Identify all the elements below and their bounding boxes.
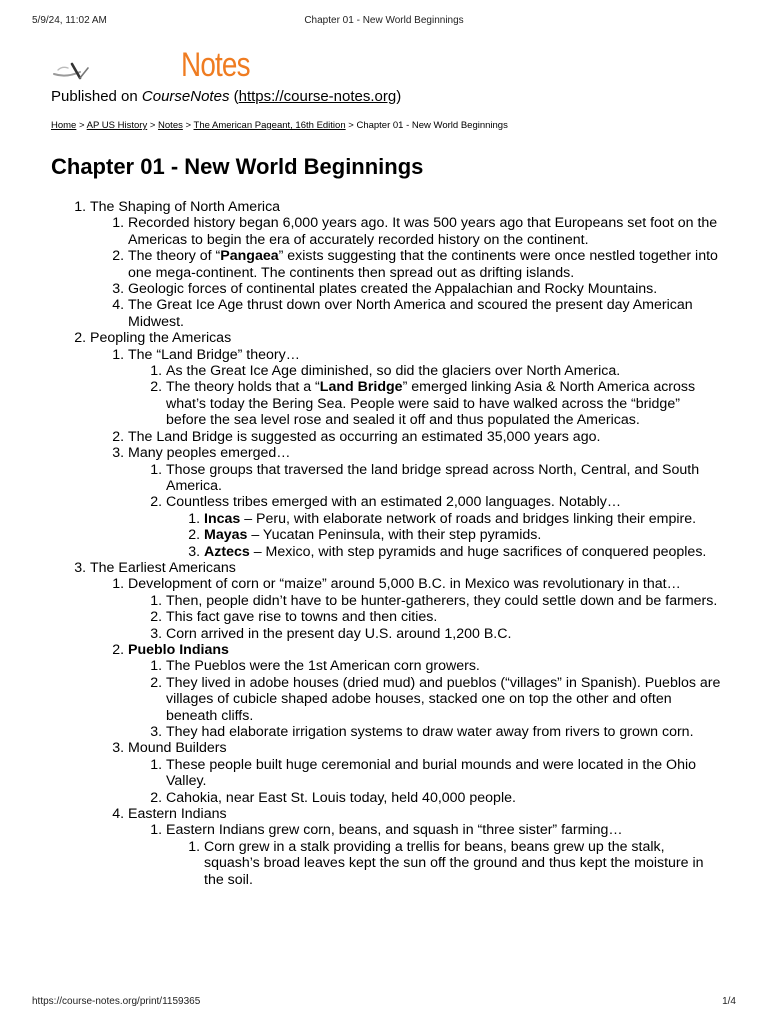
outline-item-level-3 xyxy=(166,379,721,428)
item-text: – Yucatan Peninsula, with their step pyramids. xyxy=(247,527,542,544)
item-text: This fact gave rise to towns and then cities. xyxy=(166,609,438,626)
outline-item-level-3 xyxy=(166,494,721,560)
logo-text: Notes xyxy=(181,46,250,84)
outline-sublist xyxy=(128,658,721,740)
item-text: ” emerged linking Asia & North America across what’s today the Bering Sea. People were said to have walked across the “bridge” before the sea level rose and sealed it off and thus populated the Americas. xyxy=(166,379,696,429)
bold-term: Incas xyxy=(204,510,241,527)
breadcrumb-separator: > xyxy=(182,120,194,131)
published-close-paren: ) xyxy=(396,88,402,105)
item-text: The Pueblos were the 1st American corn growers. xyxy=(166,658,480,675)
outline-item-level-3 xyxy=(166,363,721,379)
outline-item-level-4 xyxy=(204,511,721,527)
item-text: ” exists suggesting that the continents were once nestled together into one mega-continent. The continents then spread out as drifting islands. xyxy=(128,248,718,281)
outline-item-level-2 xyxy=(128,215,721,248)
outline-item-level-3 xyxy=(166,658,721,674)
item-text: Development of corn or “maize” around 5,000 B.C. in Mexico was revolutionary in that… xyxy=(128,576,681,593)
outline-item-level-3 xyxy=(166,675,721,724)
outline-item-level-2 xyxy=(128,297,721,330)
outline-item-level-2 xyxy=(128,445,721,560)
outline-sublist xyxy=(128,363,721,429)
outline-item-level-2 xyxy=(128,347,721,429)
published-site-name: CourseNotes xyxy=(141,88,230,105)
outline-item-level-2 xyxy=(128,642,721,740)
outline-sublist xyxy=(90,215,721,330)
item-text: Cahokia, near East St. Louis today, held 40,000 people. xyxy=(166,789,516,806)
outline-item-level-3 xyxy=(166,462,721,495)
notes-outline xyxy=(51,199,721,888)
bold-term: Pangaea xyxy=(220,248,279,265)
item-text: Then, people didn’t have to be hunter-gatherers, they could settle down and be farmers. xyxy=(166,592,718,609)
item-text: Countless tribes emerged with an estimated 2,000 languages. Notably… xyxy=(166,494,622,511)
outline-sublist xyxy=(166,511,721,560)
breadcrumb xyxy=(51,120,508,131)
outline-item-level-1 xyxy=(90,560,721,888)
bold-term: Pueblo Indians xyxy=(128,641,229,658)
print-page-title: Chapter 01 - New World Beginnings xyxy=(304,15,464,26)
item-text: As the Great Ice Age diminished, so did the glaciers over North America. xyxy=(166,363,621,380)
item-text: Many peoples emerged… xyxy=(128,445,291,462)
outline-item-level-2 xyxy=(128,248,721,281)
breadcrumb-current: Chapter 01 - New World Beginnings xyxy=(356,120,508,131)
item-text: Those groups that traversed the land bridge spread across North, Central, and South America. xyxy=(166,461,700,494)
outline-item-level-3 xyxy=(166,757,721,790)
published-open-paren: ( xyxy=(229,88,239,105)
bold-term: Aztecs xyxy=(204,543,250,560)
item-text: The Land Bridge is suggested as occurring an estimated 35,000 years ago. xyxy=(128,428,601,445)
breadcrumb-home[interactable]: Home xyxy=(51,120,77,131)
item-text-prefix: The theory of “ xyxy=(128,248,221,265)
item-text: Recorded history began 6,000 years ago. It was 500 years ago that Europeans set foot on the Americas to begin the era of accurately recorded history on the continent. xyxy=(128,215,718,248)
outline-item-level-3 xyxy=(166,724,721,740)
breadcrumb-american-pageant[interactable]: The American Pageant, 16th Edition xyxy=(193,120,346,131)
item-text: The Shaping of North America xyxy=(90,199,281,215)
item-text: The Earliest Americans xyxy=(90,559,236,576)
outline-item-level-4 xyxy=(204,527,721,543)
breadcrumb-separator: > xyxy=(76,120,87,131)
breadcrumb-separator: > xyxy=(345,120,357,131)
page-number: 1/4 xyxy=(722,996,736,1007)
breadcrumb-notes[interactable]: Notes xyxy=(158,120,183,131)
outline-item-level-2 xyxy=(128,281,721,297)
item-text: These people built huge ceremonial and burial mounds and were located in the Ohio Valley. xyxy=(166,756,697,790)
outline-item-level-2 xyxy=(128,429,721,445)
bold-term: Mayas xyxy=(204,527,248,544)
outline-item-level-2 xyxy=(128,740,721,806)
item-text-prefix: The theory holds that a “ xyxy=(166,379,320,396)
item-text: They had elaborate irrigation systems to draw water away from rivers to grown corn. xyxy=(166,724,694,740)
outline-item-level-2 xyxy=(128,576,721,642)
published-prefix: Published on xyxy=(51,88,142,105)
breadcrumb-separator: > xyxy=(147,120,159,131)
print-date: 5/9/24, 11:02 AM xyxy=(32,15,107,26)
outline-sublist xyxy=(128,757,721,806)
outline-sublist xyxy=(128,462,721,560)
outline-item-level-4 xyxy=(204,544,721,560)
outline-item-level-3 xyxy=(166,626,721,642)
outline-item-level-4 xyxy=(204,839,721,888)
outline-item-level-3 xyxy=(166,593,721,609)
item-text: Mound Builders xyxy=(128,740,227,757)
breadcrumb-ap-us-history[interactable]: AP US History xyxy=(86,120,148,131)
item-text: The Great Ice Age thrust down over North America and scoured the present day American Midwest. xyxy=(128,297,693,330)
item-text: Geologic forces of continental plates created the Appalachian and Rocky Mountains. xyxy=(128,281,658,298)
site-logo[interactable] xyxy=(50,46,310,86)
pencil-swoosh-icon xyxy=(50,54,98,84)
outline-item-level-2 xyxy=(128,806,721,888)
notes-content xyxy=(51,199,721,888)
item-text: Corn grew in a stalk providing a trellis for beans, beans grew up the stalk, squash’s broad leaves kept the sun off the ground and thus kept the moisture in the soil. xyxy=(204,838,704,888)
outline-item-level-3 xyxy=(166,790,721,806)
bold-term: Land Bridge xyxy=(319,379,403,396)
outline-sublist xyxy=(90,347,721,560)
print-url: https://course-notes.org/print/1159365 xyxy=(32,996,201,1007)
outline-item-level-3 xyxy=(166,822,721,888)
item-text: Corn arrived in the present day U.S. around 1,200 B.C. xyxy=(166,625,512,642)
item-text: Eastern Indians grew corn, beans, and squash in “three sister” farming… xyxy=(166,822,623,839)
item-text: – Peru, with elaborate network of roads and bridges linking their empire. xyxy=(240,510,697,527)
page-title: Chapter 01 - New World Beginnings xyxy=(51,154,424,179)
outline-sublist xyxy=(90,576,721,888)
outline-sublist xyxy=(128,593,721,642)
published-url-link[interactable]: https://course-notes.org xyxy=(238,88,397,105)
outline-item-level-1 xyxy=(90,199,721,330)
outline-sublist xyxy=(166,839,721,888)
item-text: They lived in adobe houses (dried mud) and pueblos (“villages” in Spanish). Pueblos are villages of cubicle shaped adobe houses, stacked one on top the other and often beneath cliffs. xyxy=(166,674,721,724)
item-text: Peopling the Americas xyxy=(90,330,232,347)
published-on xyxy=(51,88,401,105)
outline-item-level-3 xyxy=(166,609,721,625)
outline-sublist xyxy=(128,822,721,888)
item-text: Eastern Indians xyxy=(128,806,227,823)
item-text: The “Land Bridge” theory… xyxy=(128,346,300,363)
outline-item-level-1 xyxy=(90,330,721,560)
item-text: – Mexico, with step pyramids and huge sacrifices of conquered peoples. xyxy=(249,543,707,560)
